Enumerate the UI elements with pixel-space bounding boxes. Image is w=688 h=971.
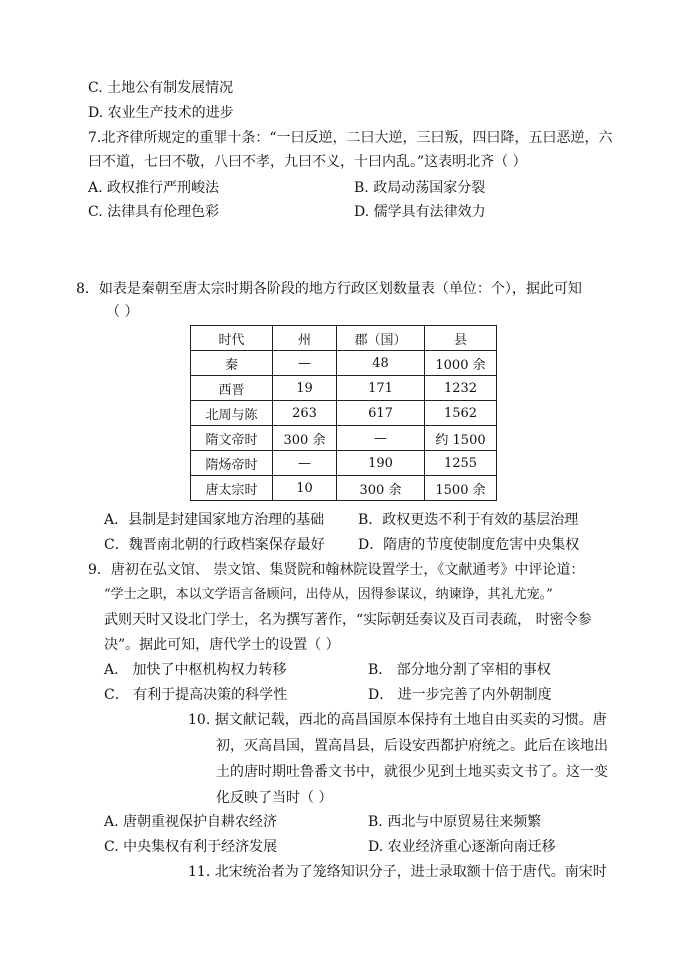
q10-option-c: C. 中央集权有利于经济发展 [104, 839, 278, 855]
table-header-cell: 县 [425, 326, 497, 351]
q9-stem-line1: 9．唐初在弘文馆、 崇文馆、集贤院和翰林院设置学士，《文献通考》中评论道： [88, 562, 585, 578]
q6-option-c: C. 土地公有制发展情况 [88, 80, 234, 96]
table-cell: 171 [337, 376, 425, 401]
q10-option-a: A. 唐朝重视保护自耕农经济 [104, 814, 278, 830]
table-cell: 1000 余 [425, 351, 497, 376]
q9-stem-line4: 决”。据此可知，唐代学士的设置（ ） [104, 637, 340, 653]
q9-options-row2 [104, 685, 552, 705]
table-cell: — [273, 451, 337, 476]
table-cell: 190 [337, 451, 425, 476]
table-cell: 唐太宗时 [191, 476, 273, 501]
q7-stem-line2: 曰不道，七曰不敬，八曰不孝，九曰不义，十曰内乱。”这表明北齐（ ） [88, 154, 527, 170]
q10-stem-line1: 10. 据文献记载，西北的高昌国原本保持有土地自由买卖的习惯。唐 [188, 712, 607, 728]
admin-division-table [190, 325, 497, 501]
q10-options-row2 [104, 837, 556, 857]
q7-options-row1 [88, 178, 485, 198]
table-cell: 约 1500 [425, 426, 497, 451]
q9-quote-line: “学士之职，本以文学语言备顾问，出侍从，因得参谋议，纳谏诤，其礼尤宠。” [104, 587, 553, 602]
table-cell: 300 余 [337, 476, 425, 501]
table-row [191, 426, 497, 451]
table-header-row [191, 326, 497, 351]
q9-option-a: A． 加快了中枢机构权力转移 [104, 662, 287, 678]
table-cell: 617 [337, 401, 425, 426]
table-cell: 10 [273, 476, 337, 501]
q8-option-b: B．政权更迭不利于有效的基层治理 [358, 512, 579, 528]
table-header-cell: 州 [273, 326, 337, 351]
table-cell: 1500 余 [425, 476, 497, 501]
table-cell: — [337, 426, 425, 451]
q11-stem-line1: 11. 北宋统治者为了笼络知识分子，进士录取额十倍于唐代。南宋时 [188, 864, 607, 880]
table-cell: 隋炀帝时 [191, 451, 273, 476]
q9-stem-line3: 武则天时又设北门学士，名为撰写著作，“实际朝廷奏议及百司表疏， 时密令参 [104, 612, 592, 628]
table-cell: 300 余 [273, 426, 337, 451]
q10-stem-line3: 土的唐时期吐鲁番文书中，就很少见到土地买卖文书了。这一变 [216, 764, 608, 780]
q7-option-a: A. 政权推行严刑峻法 [88, 180, 220, 196]
table-cell: 1255 [425, 451, 497, 476]
table-row [191, 376, 497, 401]
table-row [191, 451, 497, 476]
q8-stem-line1: 8．如表是秦朝至唐太宗时期各阶段的地方行政区划数量表（单位：个），据此可知 [76, 281, 582, 297]
q10-stem-line2: 初，灭高昌国，置高昌县，后设安西都护府统之。此后在该地出 [216, 738, 608, 754]
table-header-cell: 郡（国） [337, 326, 425, 351]
table-row [191, 401, 497, 426]
q8-stem-line2: （ ） [106, 304, 139, 320]
q7-option-d: D. 儒学具有法律效力 [354, 204, 486, 220]
q8-options-row1 [104, 510, 578, 530]
q9-option-b: B． 部分地分割了宰相的事权 [368, 662, 551, 678]
table-cell: 秦 [191, 351, 273, 376]
table-row [191, 476, 497, 501]
table-cell: 1232 [425, 376, 497, 401]
q9-option-c: C． 有利于提高决策的科学性 [104, 687, 288, 703]
table-cell: 北周与陈 [191, 401, 273, 426]
table-cell: 西晋 [191, 376, 273, 401]
q10-option-b: B. 西北与中原贸易往来频繁 [368, 814, 542, 830]
table-cell: 1562 [425, 401, 497, 426]
q7-stem-line1: 7.北齐律所规定的重罪十条：“一曰反逆，二曰大逆，三曰叛，四曰降，五曰恶逆，六 [88, 130, 613, 146]
table-cell: 19 [273, 376, 337, 401]
q7-options-row2 [88, 202, 486, 222]
q9-option-d: D． 进一步完善了内外朝制度 [368, 687, 552, 703]
table-cell: — [273, 351, 337, 376]
table-cell: 263 [273, 401, 337, 426]
q10-option-d: D. 农业经济重心逐渐向南迁移 [368, 839, 556, 855]
q9-options-row1 [104, 660, 551, 680]
q10-options-row1 [104, 812, 541, 832]
table-cell: 48 [337, 351, 425, 376]
table-cell: 隋文帝时 [191, 426, 273, 451]
table-row [191, 351, 497, 376]
q7-option-b: B. 政局动荡国家分裂 [354, 180, 486, 196]
q10-stem-line4: 化反映了当时（ ） [216, 790, 333, 806]
q6-option-d: D. 农业生产技术的进步 [88, 105, 234, 121]
q8-option-d: D．隋唐的节度使制度危害中央集权 [358, 537, 580, 553]
q8-option-a: A．县制是封建国家地方治理的基础 [104, 512, 325, 528]
q8-options-row2 [104, 535, 579, 555]
table-header-cell: 时代 [191, 326, 273, 351]
q7-option-c: C. 法律具有伦理色彩 [88, 204, 220, 220]
q8-option-c: C．魏晋南北朝的行政档案保存最好 [104, 537, 325, 553]
